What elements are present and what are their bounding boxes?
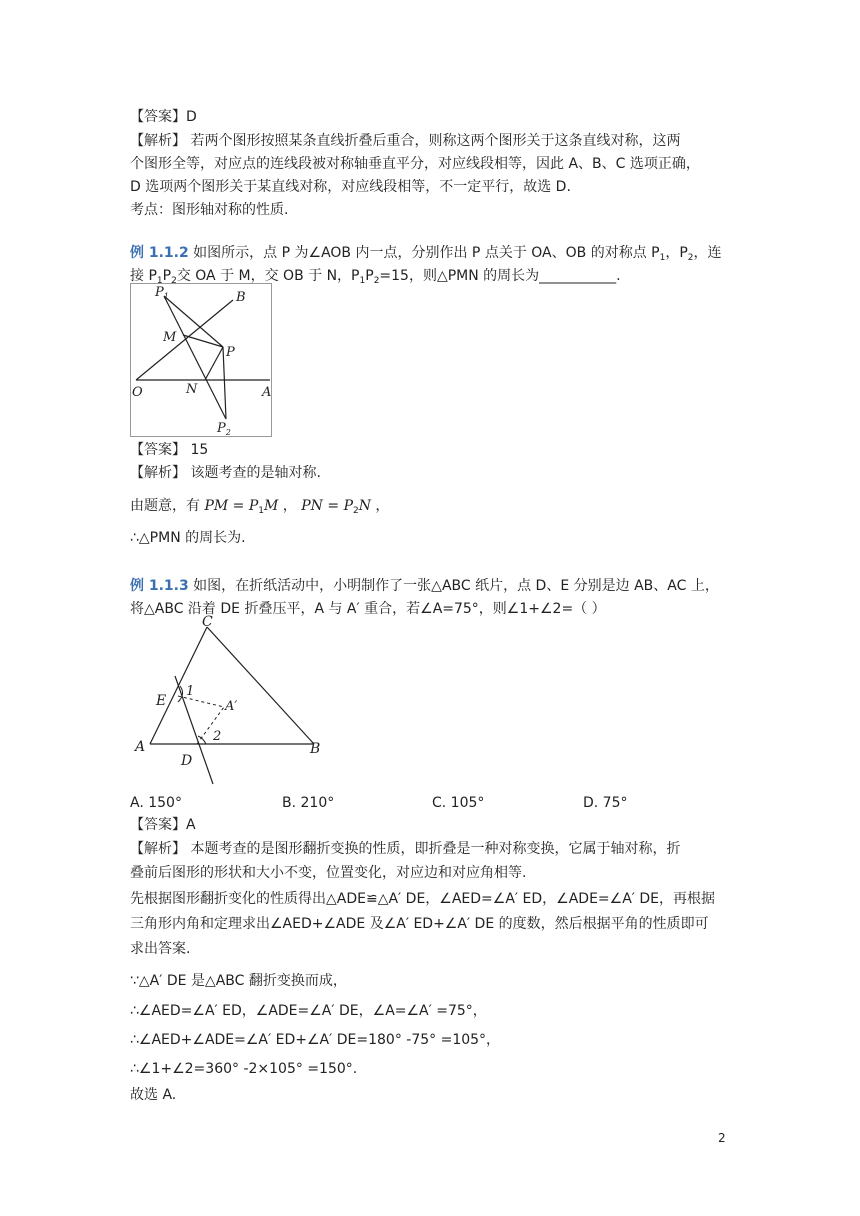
label-p: P xyxy=(226,345,235,360)
label-m: M xyxy=(163,330,177,345)
eq-term: PN xyxy=(301,498,323,514)
example-3-question-line-2: 将△ABC 沿着 DE 折叠压平，A 与 A′ 重合，若∠A=75°，则∠1+∠2=（ ） xyxy=(130,601,606,617)
eq-term: M xyxy=(264,498,279,514)
label-e: E xyxy=(156,693,167,709)
label-a: A xyxy=(135,739,146,755)
answer-3: 【答案】A xyxy=(130,817,196,833)
label-angle-2: 2 xyxy=(213,729,222,744)
q2-text: 交 OA 于 M，交 OB 于 N，P xyxy=(176,268,360,284)
option-d: D. 75° xyxy=(583,795,628,811)
q2-text-b: ，P xyxy=(665,245,688,261)
q2-text: P xyxy=(162,268,172,284)
q2-text-c: ，连 xyxy=(693,245,722,261)
eq-sign: = xyxy=(322,498,344,514)
analysis-3-line-5: 求出答案. xyxy=(130,941,191,957)
q2-text: 接 P xyxy=(130,268,157,284)
q2-sub: 2 xyxy=(171,276,177,286)
label-p2: $P_2$ xyxy=(217,421,231,437)
q2-sub: 2 xyxy=(373,276,380,286)
analysis-3-line-3: 先根据图形翻折变化的性质得出△ADE≌△A′ DE，∠AED=∠A′ ED，∠ADE=∠A′ DE，再根据 xyxy=(130,891,716,907)
figure-angle-aob xyxy=(130,283,275,443)
eq-end: ， xyxy=(370,498,390,514)
example-2-label: 例 1.1.2 xyxy=(130,245,189,261)
step-2: ∴∠AED=∠A′ ED，∠ADE=∠A′ DE，∠A=∠A′ =75°， xyxy=(130,1003,487,1019)
eq-sub: 2 xyxy=(353,506,359,516)
conclusion-2: ∴△PMN 的周长为. xyxy=(130,530,246,546)
analysis-1-line-2: 个图形全等，对应点的连线段被对称轴垂直平分，对应线段相等，因此 A、B、C 选项正确， xyxy=(130,156,700,172)
label-b: B xyxy=(236,290,246,305)
final-choice: 故选 A. xyxy=(130,1087,177,1103)
label-p1: $P_1$ xyxy=(155,285,169,301)
analysis-3-line-4: 三角形内角和定理求出∠AED+∠ADE 及∠A′ ED+∠A′ DE 的度数，然后根据平角的性质即可 xyxy=(130,916,709,932)
analysis-2: 【解析】 该题考查的是轴对称. xyxy=(130,465,321,481)
label-o: O xyxy=(132,385,143,400)
q2-text-a: 如图所示，点 P 为∠AOB 内一点，分别作出 P 点关于 OA、OB 的对称点 P xyxy=(188,245,660,261)
option-b: B. 210° xyxy=(282,795,335,811)
analysis-3-line-1: 【解析】 本题考查的是图形翻折变换的性质，即折叠是一种对称变换，它属于轴对称，折 xyxy=(130,841,681,857)
step-1: ∵△A′ DE 是△ABC 翻折变换而成， xyxy=(130,973,347,989)
reasoning-2 xyxy=(130,496,389,521)
option-c: C. 105° xyxy=(432,795,485,811)
label-a: A xyxy=(262,385,272,400)
example-2-question-line-1 xyxy=(130,243,722,268)
q2-sub: 1 xyxy=(156,276,163,286)
figure-triangle-fold xyxy=(130,610,330,794)
page-number: 2 xyxy=(718,1131,726,1145)
eq-sign: = xyxy=(228,498,249,514)
eq-sep: ， xyxy=(278,498,302,514)
eq-term: P xyxy=(248,498,259,514)
step-3: ∴∠AED+∠ADE=∠A′ ED+∠A′ DE=180° -75° =105°， xyxy=(130,1032,501,1048)
answer-1: 【答案】D xyxy=(130,109,197,125)
example-3-question-line-1 xyxy=(130,576,719,596)
label-n: N xyxy=(186,382,198,397)
step-4: ∴∠1+∠2=360° -2×105° =150°. xyxy=(130,1061,358,1077)
eq-term: N xyxy=(358,498,371,514)
q2-text: =15，则△PMN 的周长为___________. xyxy=(379,268,621,284)
eq-sub: 1 xyxy=(258,506,265,516)
label-a-prime: A′ xyxy=(225,699,238,714)
analysis-3-line-2: 叠前后图形的形状和大小不变，位置变化，对应边和对应角相等. xyxy=(130,865,527,881)
label-d: D xyxy=(181,753,193,769)
answer-2: 【答案】 15 xyxy=(130,442,209,458)
label-b: B xyxy=(310,741,321,757)
q3-text: 如图，在折纸活动中，小明制作了一张△ABC 纸片，点 D、E 分别是边 AB、AC 上， xyxy=(188,578,719,594)
q2-text: P xyxy=(365,268,374,284)
q2-sub: 1 xyxy=(359,276,366,286)
reason-prefix: 由题意，有 xyxy=(130,498,205,514)
eq-term: PM xyxy=(204,498,229,514)
label-c: C xyxy=(202,614,213,630)
label-angle-1: 1 xyxy=(186,684,195,699)
eq-term: P xyxy=(343,498,353,514)
example-3-label: 例 1.1.3 xyxy=(130,578,189,594)
q2-sub: 2 xyxy=(687,253,694,263)
analysis-1-line-3: D 选项两个图形关于某直线对称，对应线段相等，不一定平行，故选 D. xyxy=(130,179,571,195)
analysis-1-line-1: 【解析】 若两个图形按照某条直线折叠后重合，则称这两个图形关于这条直线对称，这两 xyxy=(130,133,681,149)
kaodian-1: 考点：图形轴对称的性质. xyxy=(130,202,289,218)
q2-sub: 1 xyxy=(659,253,666,263)
option-a: A. 150° xyxy=(130,795,182,811)
